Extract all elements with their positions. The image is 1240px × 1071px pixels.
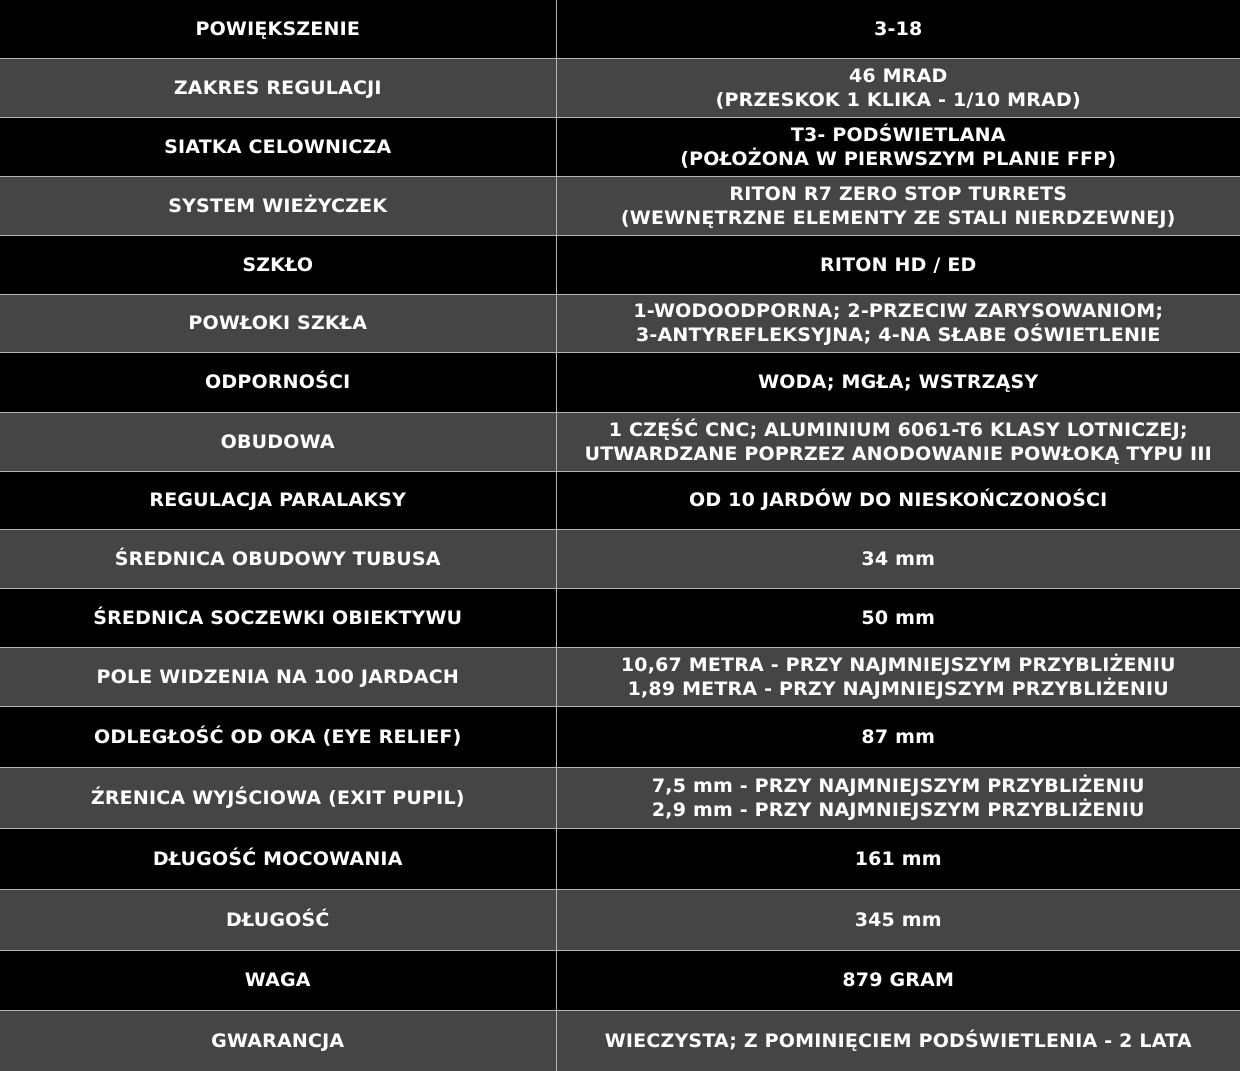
row-label: ŹRENICA WYJŚCIOWA (EXIT PUPIL) xyxy=(0,767,556,828)
row-label: ŚREDNICA OBUDOWY TUBUSA xyxy=(0,529,556,588)
row-value: 879 GRAM xyxy=(556,950,1240,1010)
row-label: ŚREDNICA SOCZEWKI OBIEKTYWU xyxy=(0,588,556,647)
row-label: SYSTEM WIEŻYCZEK xyxy=(0,176,556,235)
row-value: OD 10 JARDÓW DO NIESKOŃCZONOŚCI xyxy=(556,471,1240,529)
row-value: RITON HD / ED xyxy=(556,235,1240,294)
row-label: POWŁOKI SZKŁA xyxy=(0,294,556,352)
row-label: POWIĘKSZENIE xyxy=(0,0,556,58)
row-value: 34 mm xyxy=(556,529,1240,588)
table-row-mounting-length xyxy=(0,828,1240,889)
row-label: ODPORNOŚCI xyxy=(0,352,556,412)
table-row-parallax-adjustment xyxy=(0,471,1240,529)
row-label: GWARANCJA xyxy=(0,1010,556,1071)
row-value: 3-18 xyxy=(556,0,1240,58)
table-row-length xyxy=(0,889,1240,950)
table-row-weight xyxy=(0,950,1240,1010)
row-label: WAGA xyxy=(0,950,556,1010)
table-row-turret-system xyxy=(0,176,1240,235)
row-label: ZAKRES REGULACJI xyxy=(0,58,556,117)
row-label: DŁUGOŚĆ MOCOWANIA xyxy=(0,828,556,889)
row-label: ODLEGŁOŚĆ OD OKA (EYE RELIEF) xyxy=(0,706,556,767)
row-label: OBUDOWA xyxy=(0,412,556,471)
row-value: 1-WODOODPORNA; 2-PRZECIW ZARYSOWANIOM; 3-ANTYREFLEKSYJNA; 4-NA SŁABE OŚWIETLENIE xyxy=(556,294,1240,352)
row-value: 50 mm xyxy=(556,588,1240,647)
row-value: 46 MRAD (PRZESKOK 1 KLIKA - 1/10 MRAD) xyxy=(556,58,1240,117)
table-row-reticle xyxy=(0,117,1240,176)
table-row-field-of-view xyxy=(0,647,1240,706)
table-row-glass xyxy=(0,235,1240,294)
row-label: DŁUGOŚĆ xyxy=(0,889,556,950)
row-value: WIECZYSTA; Z POMINIĘCIEM PODŚWIETLENIA - 2 LATA xyxy=(556,1010,1240,1071)
table-row-resistance xyxy=(0,352,1240,412)
table-row-objective-lens-diameter xyxy=(0,588,1240,647)
row-label: SIATKA CELOWNICZA xyxy=(0,117,556,176)
row-value: T3- PODŚWIETLANA (POŁOŻONA W PIERWSZYM PLANIE FFP) xyxy=(556,117,1240,176)
row-value: 87 mm xyxy=(556,706,1240,767)
row-label: SZKŁO xyxy=(0,235,556,294)
row-value: 7,5 mm - PRZY NAJMNIEJSZYM PRZYBLIŻENIU 2,9 mm - PRZY NAJMNIEJSZYM PRZYBLIŻENIU xyxy=(556,767,1240,828)
table-row-eye-relief xyxy=(0,706,1240,767)
table-row-warranty xyxy=(0,1010,1240,1071)
table-row-exit-pupil xyxy=(0,767,1240,828)
row-value: 10,67 METRA - PRZY NAJMNIEJSZYM PRZYBLIŻENIU 1,89 METRA - PRZY NAJMNIEJSZYM PRZYBLIŻENIU xyxy=(556,647,1240,706)
table-row-glass-coatings xyxy=(0,294,1240,352)
table-row-housing xyxy=(0,412,1240,471)
table-row-adjustment-range xyxy=(0,58,1240,117)
row-label: REGULACJA PARALAKSY xyxy=(0,471,556,529)
row-value: 345 mm xyxy=(556,889,1240,950)
table-row-tube-diameter xyxy=(0,529,1240,588)
table-row-magnification xyxy=(0,0,1240,58)
row-label: POLE WIDZENIA NA 100 JARDACH xyxy=(0,647,556,706)
row-value: RITON R7 ZERO STOP TURRETS (WEWNĘTRZNE ELEMENTY ZE STALI NIERDZEWNEJ) xyxy=(556,176,1240,235)
row-value: 1 CZĘŚĆ CNC; ALUMINIUM 6061-T6 KLASY LOTNICZEJ; UTWARDZANE POPRZEZ ANODOWANIE POWŁOKĄ TYPU III xyxy=(556,412,1240,471)
row-value: 161 mm xyxy=(556,828,1240,889)
row-value: WODA; MGŁA; WSTRZĄSY xyxy=(556,352,1240,412)
